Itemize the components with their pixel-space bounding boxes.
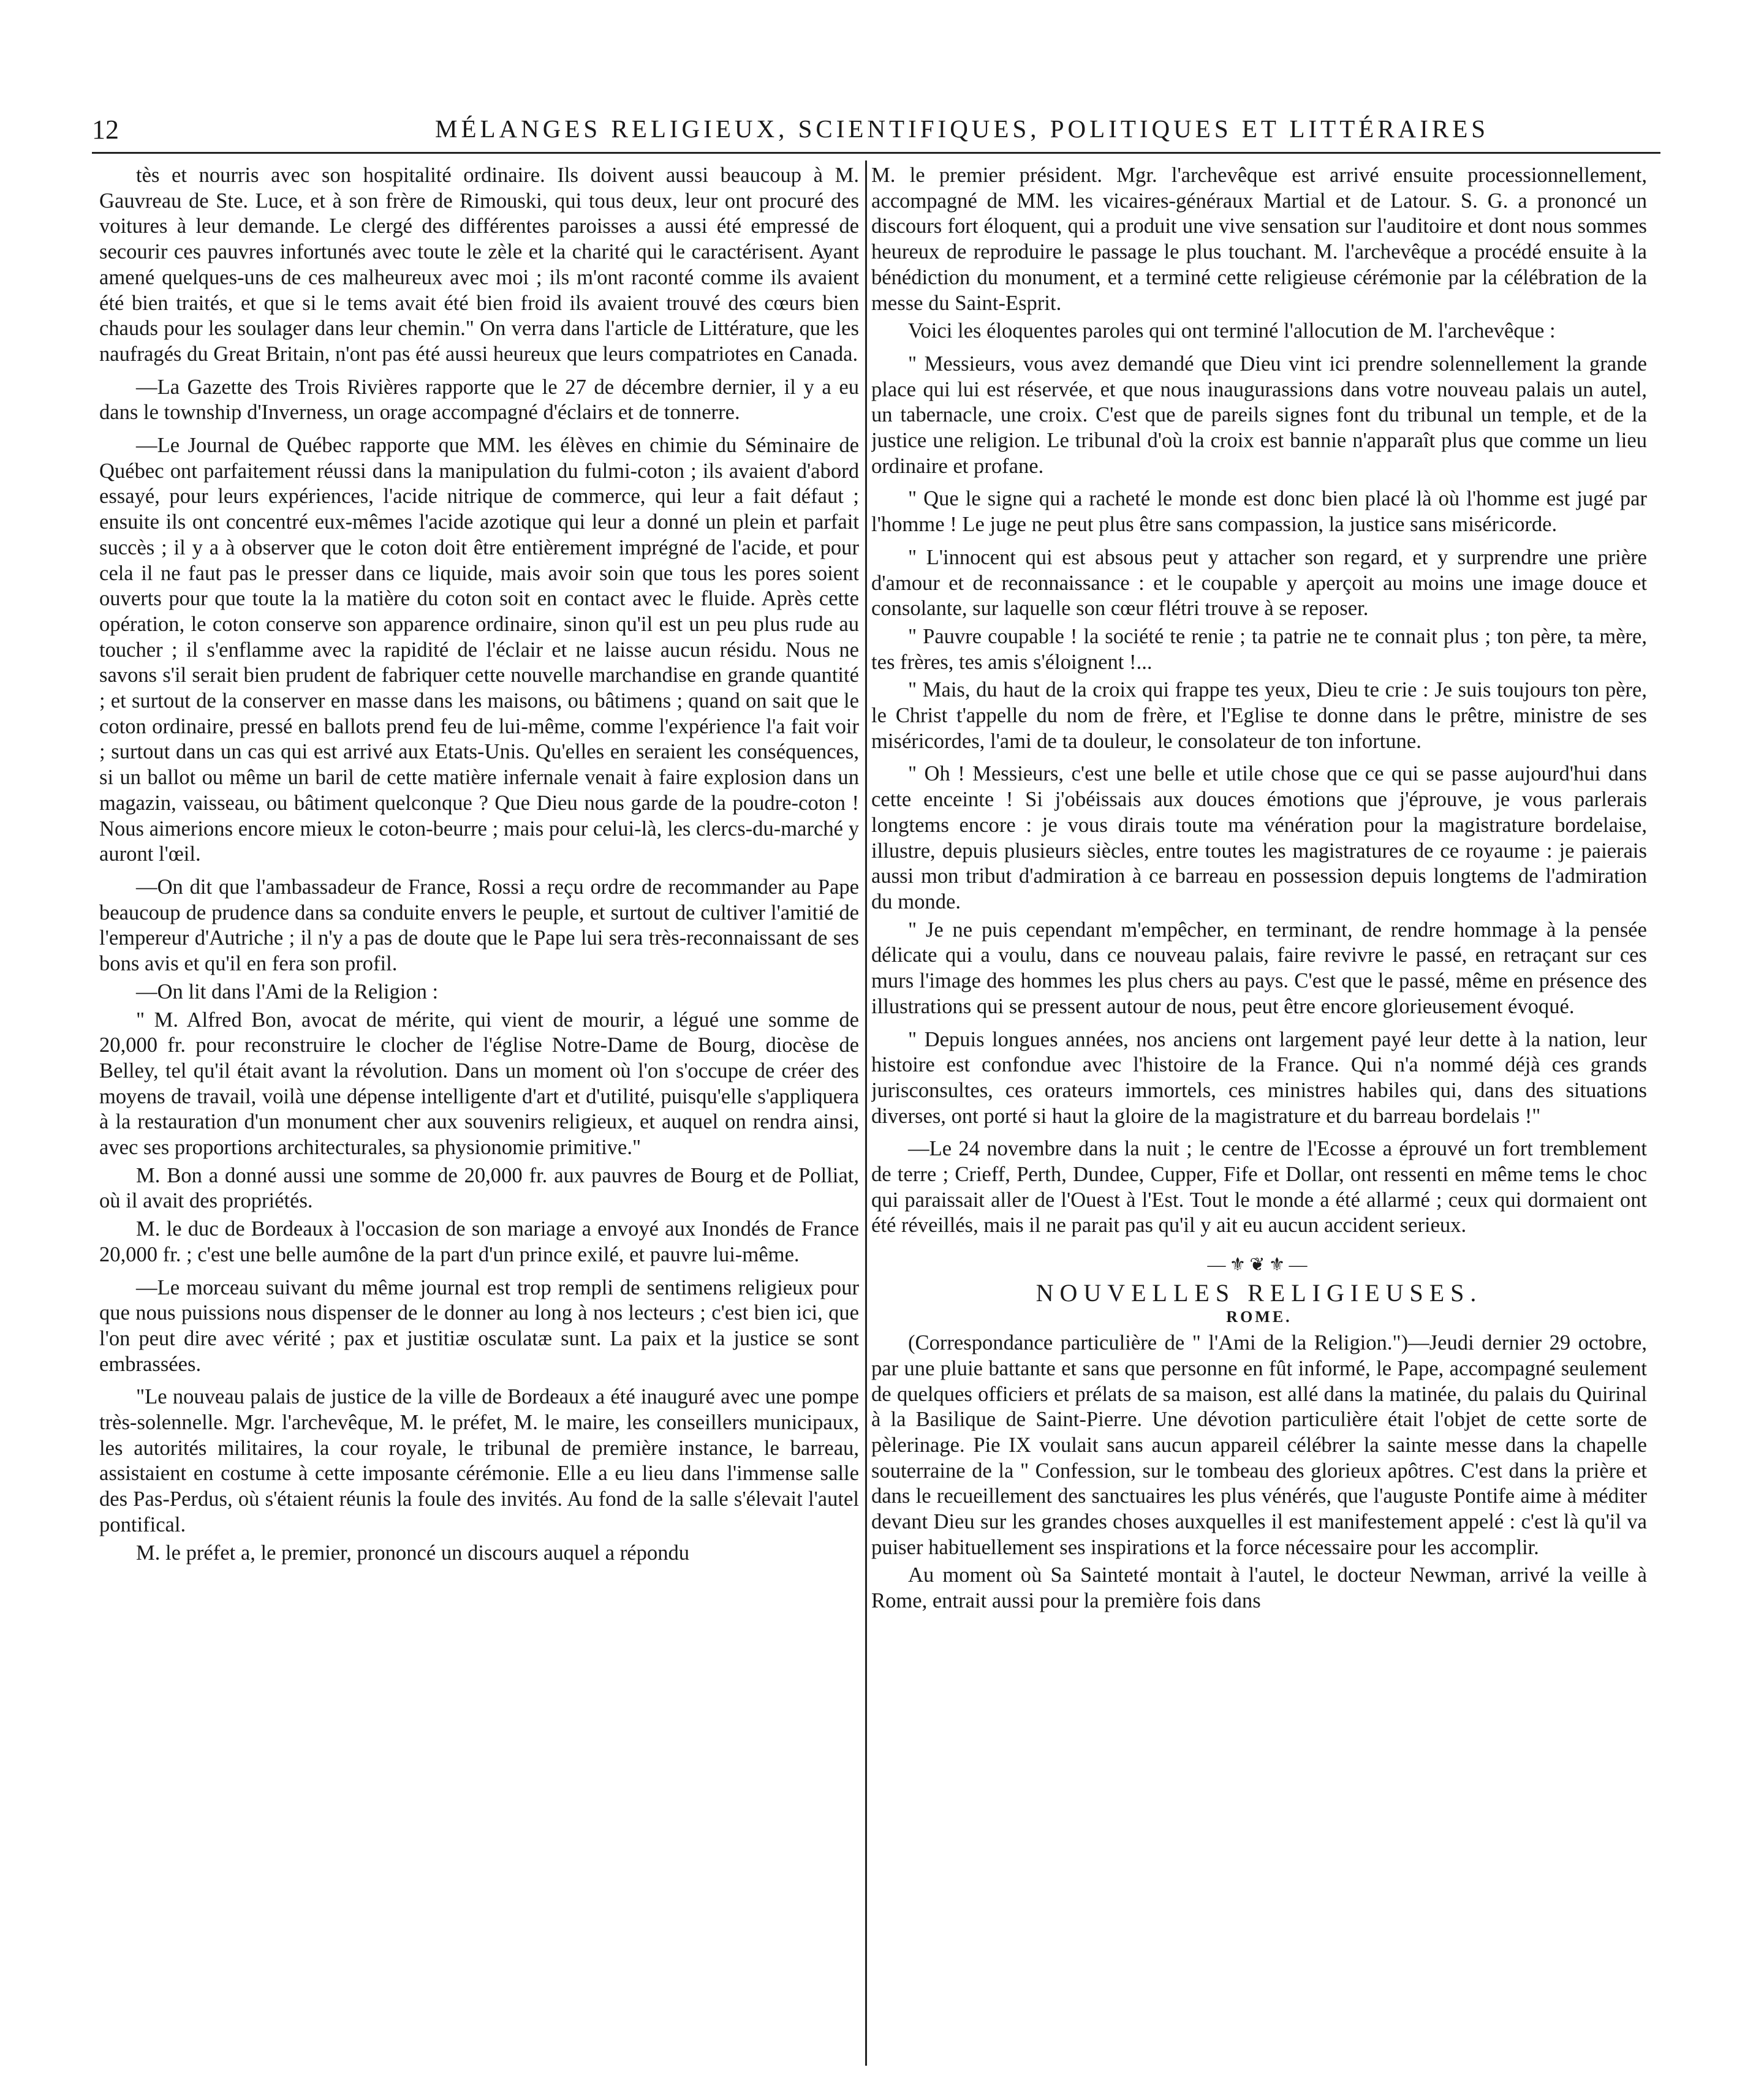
article-paragraph: " Je ne puis cependant m'empêcher, en terminant, de rendre hommage à la pensée délicate qui a voulu, dans ce nouveau palais, faire revivre le passé, en retraçant sur ces murs l'image des hommes les plus chers au pays. C'est que le passé, même en présence des illustrations qui se pressent autour de nous, peut être encore glorieusement évoqué. (871, 918, 1647, 1018)
article-paragraph: " Messieurs, vous avez demandé que Dieu vint ici prendre solennellement la grande place qui lui est réservée, et que nous inaugurassions dans votre nouveau palais un autel, un tabernacle, une croix. C'est que de pareils signes font du tribunal un temple, et de la justice une religion. Le tribunal d'où la croix est bannie n'apparaît plus que comme un lieu ordinaire et profane. (871, 352, 1647, 478)
article-paragraph: M. Bon a donné aussi une somme de 20,000 fr. aux pauvres de Bourg et de Polliat, où il avait des propriétés. (99, 1163, 859, 1213)
article-paragraph: " Depuis longues années, nos anciens ont largement payé leur dette à la nation, leur histoire est confondue avec l'histoire de la France. Qui n'a nommé déjà ces grands jurisconsultes, ces orateurs immortels, ces ministres habiles qui, dans des situations diverses, ont porté si haut la gloire de la magistrature et du barreau bordelais !" (871, 1027, 1647, 1128)
running-title: MÉLANGES RELIGIEUX, SCIENTIFIQUES, POLITIQUES ET LITTÉRAIRES (435, 115, 1490, 143)
article-paragraph: —Le Journal de Québec rapporte que MM. les élèves en chimie du Séminaire de Québec ont parfaitement réussi dans la manipulation du fulmi-coton ; ils avaient d'abord essayé, pour leurs expériences, l'acide nitrique de commerce, qui leur a fait défaut ; ensuite ils ont concentré eux-mêmes l'acide azotique qui leur a donné un plein et parfait succès ; il y a à observer que le coton doit être entièrement imprégné de l'acide, et pour cela il ne faut pas le presser dans ce liquide, mais avoir soin que tous les pores soient ouverts pour que toute la la matière du coton soit en contact avec le fluide. Après cette opération, le coton conserve son apparence ordinaire, sinon qu'il est un peu plus rude au toucher ; il s'enflamme avec la rapidité de l'éclair et ne laisse aucun résidu. Nous ne savons s'il serait bien prudent de fabriquer cette nouvelle marchandise en grande quantité ; et surtout de la conserver en masse dans les maisons, ou bâtimens ; quand on sait que le coton ordinaire, pressé en ballots prend feu de lui-même, comme l'expérience l'a fait voir ; surtout dans un cas qui est arrivé aux Etats-Unis. Qu'elles en seraient les conséquences, si un ballot ou même un baril de cette matière infernale venait à faire explosion dans un magazin, vaisseau, ou bâtiment quelconque ? Que Dieu nous garde de la poudre-coton ! Nous aimerions encore mieux le coton-beurre ; mais pour celui-là, les clercs-du-marché y auront l'œil. (99, 434, 859, 866)
article-paragraph: " Pauvre coupable ! la société te renie ; ta patrie ne te connait plus ; ton père, ta mère, tes frères, tes amis s'éloignent !... (871, 624, 1647, 674)
section-title: NOUVELLES RELIGIEUSES. (1035, 1279, 1483, 1307)
left-column (99, 163, 859, 2074)
section-heading (871, 1255, 1647, 1327)
article-paragraph: —La Gazette des Trois Rivières rapporte que le 27 de décembre dernier, il y a eu dans le township d'Inverness, un orage accompagné d'éclairs et de tonnerre. (99, 375, 859, 425)
article-paragraph: M. le premier président. Mgr. l'archevêque est arrivé ensuite processionnellement, accompagné de MM. les vicaires-généraux Martial et de Latour. S. G. a prononcé un discours fort éloquent, qui a produit une vive sensation sur l'auditoire et dont nous sommes heureux de reproduire le passage le plus touchant. M. l'archevêque a procédé ensuite à la bénédiction du monument, et a terminé cette religieuse cérémonie par la célébration de la messe du Saint-Esprit. (871, 164, 1647, 315)
right-column (871, 163, 1647, 2074)
article-paragraph: " Oh ! Messieurs, c'est une belle et utile chose que ce qui se passe aujourd'hui dans cette enceinte ! Si j'obéissais aux douces émotions que j'éprouve, je vous parlerais longtems encore : je vous dirais toute ma vénération pour la magistrature bordelaise, illustre, depuis plusieurs siècles, entre toutes les magistratures de ce royaume : je paierais aussi mon tribut d'admiration à ce barreau en possession depuis longtems de l'admiration du monde. (871, 762, 1647, 913)
article-paragraph: Voici les éloquentes paroles qui ont terminé l'allocution de M. l'archevêque : (908, 319, 1556, 343)
article-paragraph: Au moment où Sa Sainteté montait à l'autel, le docteur Newman, arrivé la veille à Rome, entrait aussi pour la première fois dans (871, 1563, 1647, 1613)
article-paragraph: " Que le signe qui a racheté le monde est donc bien placé là où l'homme est jugé par l'homme ! Le juge ne peut plus être sans compassion, la justice sans miséricorde. (871, 487, 1647, 537)
section-subtitle: ROME. (1226, 1308, 1292, 1326)
article-paragraph: (Correspondance particulière de " l'Ami de la Religion.")—Jeudi dernier 29 octobre, par une pluie battante et sans que personne en fût informé, le Pape, accompagné seulement de quelques officiers et prélats de sa maison, est allé dans la matinée, du palais du Quirinal à la Basilique de Saint-Pierre. Une dévotion particulière était l'objet de cette sorte de pèlerinage. Pie IX voulait sans aucun appareil célébrer la sainte messe dans la chapelle souterraine de la " Confession, sur le tombeau des glorieux apôtres. C'est dans la prière et dans le recueillement des sanctuaires les plus vénérés, que l'auguste Pontife aime à méditer devant Dieu sur les grandes choses auxquelles il est manifestement appelé : c'est là qu'il va puiser habituellement ses inspirations et la force nécessaire pour les accomplir. (871, 1331, 1647, 1559)
article-paragraph: "Le nouveau palais de justice de la ville de Bordeaux a été inauguré avec une pompe très-solennelle. Mgr. l'archevêque, M. le préfet, M. le maire, les conseillers municipaux, les autorités militaires, la cour royale, le tribunal de première instance, le barreau, assistaient en costume à cette imposante cérémonie. Elle a eu lieu dans l'immense salle des Pas-Perdus, où s'étaient réunis la foule des invités. Au fond de la salle s'élevait l'autel pontifical. (99, 1385, 859, 1536)
article-paragraph: " M. Alfred Bon, avocat de mérite, qui vient de mourir, a légué une somme de 20,000 fr. pour reconstruire le clocher de l'église Notre-Dame de Bourg, diocèse de Belley, tel qu'il était avant la révolution. Dans un moment où l'on s'occupe de créer des moyens de travail, voilà une dépense intelligente d'art et d'utilité, puisqu'elle s'appliquera à la restauration d'un monument cher aux souvenirs religieux, et auquel on rendra ainsi, avec ses proportions architecturales, sa physionomie primitive." (99, 1008, 859, 1160)
page-number: 12 (92, 115, 119, 145)
article-paragraph: M. le préfet a, le premier, prononcé un discours auquel a répondu (136, 1541, 690, 1565)
article-paragraph: —Le morceau suivant du même journal est trop rempli de sentimens religieux pour que nous puissions nous dispenser de le donner au long à nos lecteurs ; c'est bien ici, que l'on peut dire avec vérité ; pax et justitiæ osculatæ sunt. La paix et la justice se sont embrassées. (99, 1275, 859, 1376)
page-header (92, 109, 1660, 154)
ornament-divider: —⚜❦⚜— (1207, 1255, 1311, 1275)
article-paragraph: —On lit dans l'Ami de la Religion : (136, 980, 439, 1003)
article-paragraph: tès et nourris avec son hospitalité ordinaire. Ils doivent aussi beaucoup à M. Gauvreau de Ste. Luce, et à son frère de Rimouski, qui tous deux, leur ont procuré des voitures à leur demande. Le clergé des différentes paroisses a aussi été empressé de secourir ces pauvres infortunés avec toute le zèle et la charité qui le caractérisent. Ayant amené quelques-uns de ces malheureux avec moi ; ils m'ont raconté comme ils avaient été bien traités, et que si le tems avait été bien froid ils avaient trouvé des cœurs bien chauds pour les soulager dans leur chemin." On verra dans l'article de Littérature, que les naufragés du Great Britain, n'ont pas été aussi heureux que leurs compatriotes en Canada. (99, 164, 859, 366)
article-paragraph: " Mais, du haut de la croix qui frappe tes yeux, Dieu te crie : Je suis toujours ton père, le Christ t'appelle du nom de frère, et l'Eglise te donne dans le prêtre, ministre de ses miséricordes, l'ami de ta douleur, le consolateur de ton infortune. (871, 678, 1647, 753)
column-rule (865, 161, 867, 2066)
article-paragraph: M. le duc de Bordeaux à l'occasion de son mariage a envoyé aux Inondés de France 20,000 fr. ; c'est une belle aumône de la part d'un prince exilé, et pauvre lui-même. (99, 1217, 859, 1266)
article-paragraph: —Le 24 novembre dans la nuit ; le centre de l'Ecosse a éprouvé un fort tremblement de terre ; Crieff, Perth, Dundee, Cupper, Fife et Dollar, ont ressenti en même tems le choc qui paraissait aller de l'Ouest à l'Est. Tout le monde a été allarmé ; ceux qui dormaient ont été réveillés, mais il ne parait pas qu'il y ait eu aucun accident serieux. (871, 1137, 1647, 1237)
article-paragraph: " L'innocent qui est absous peut y attacher son regard, et y surprendre une prière d'amour et de reconnaissance : et le coupable y aperçoit au moins une image douce et consolante, sur laquelle son cœur flétri trouve à se reposer. (871, 545, 1647, 621)
article-paragraph: —On dit que l'ambassadeur de France, Rossi a reçu ordre de recommander au Pape beaucoup de prudence dans sa conduite envers le peuple, et surtout de cultiver l'amitié de l'empereur d'Autriche ; il n'y a pas de doute que le Pape lui sera très-reconnaissant de ses bons avis et qu'il en fera son profil. (99, 875, 859, 976)
